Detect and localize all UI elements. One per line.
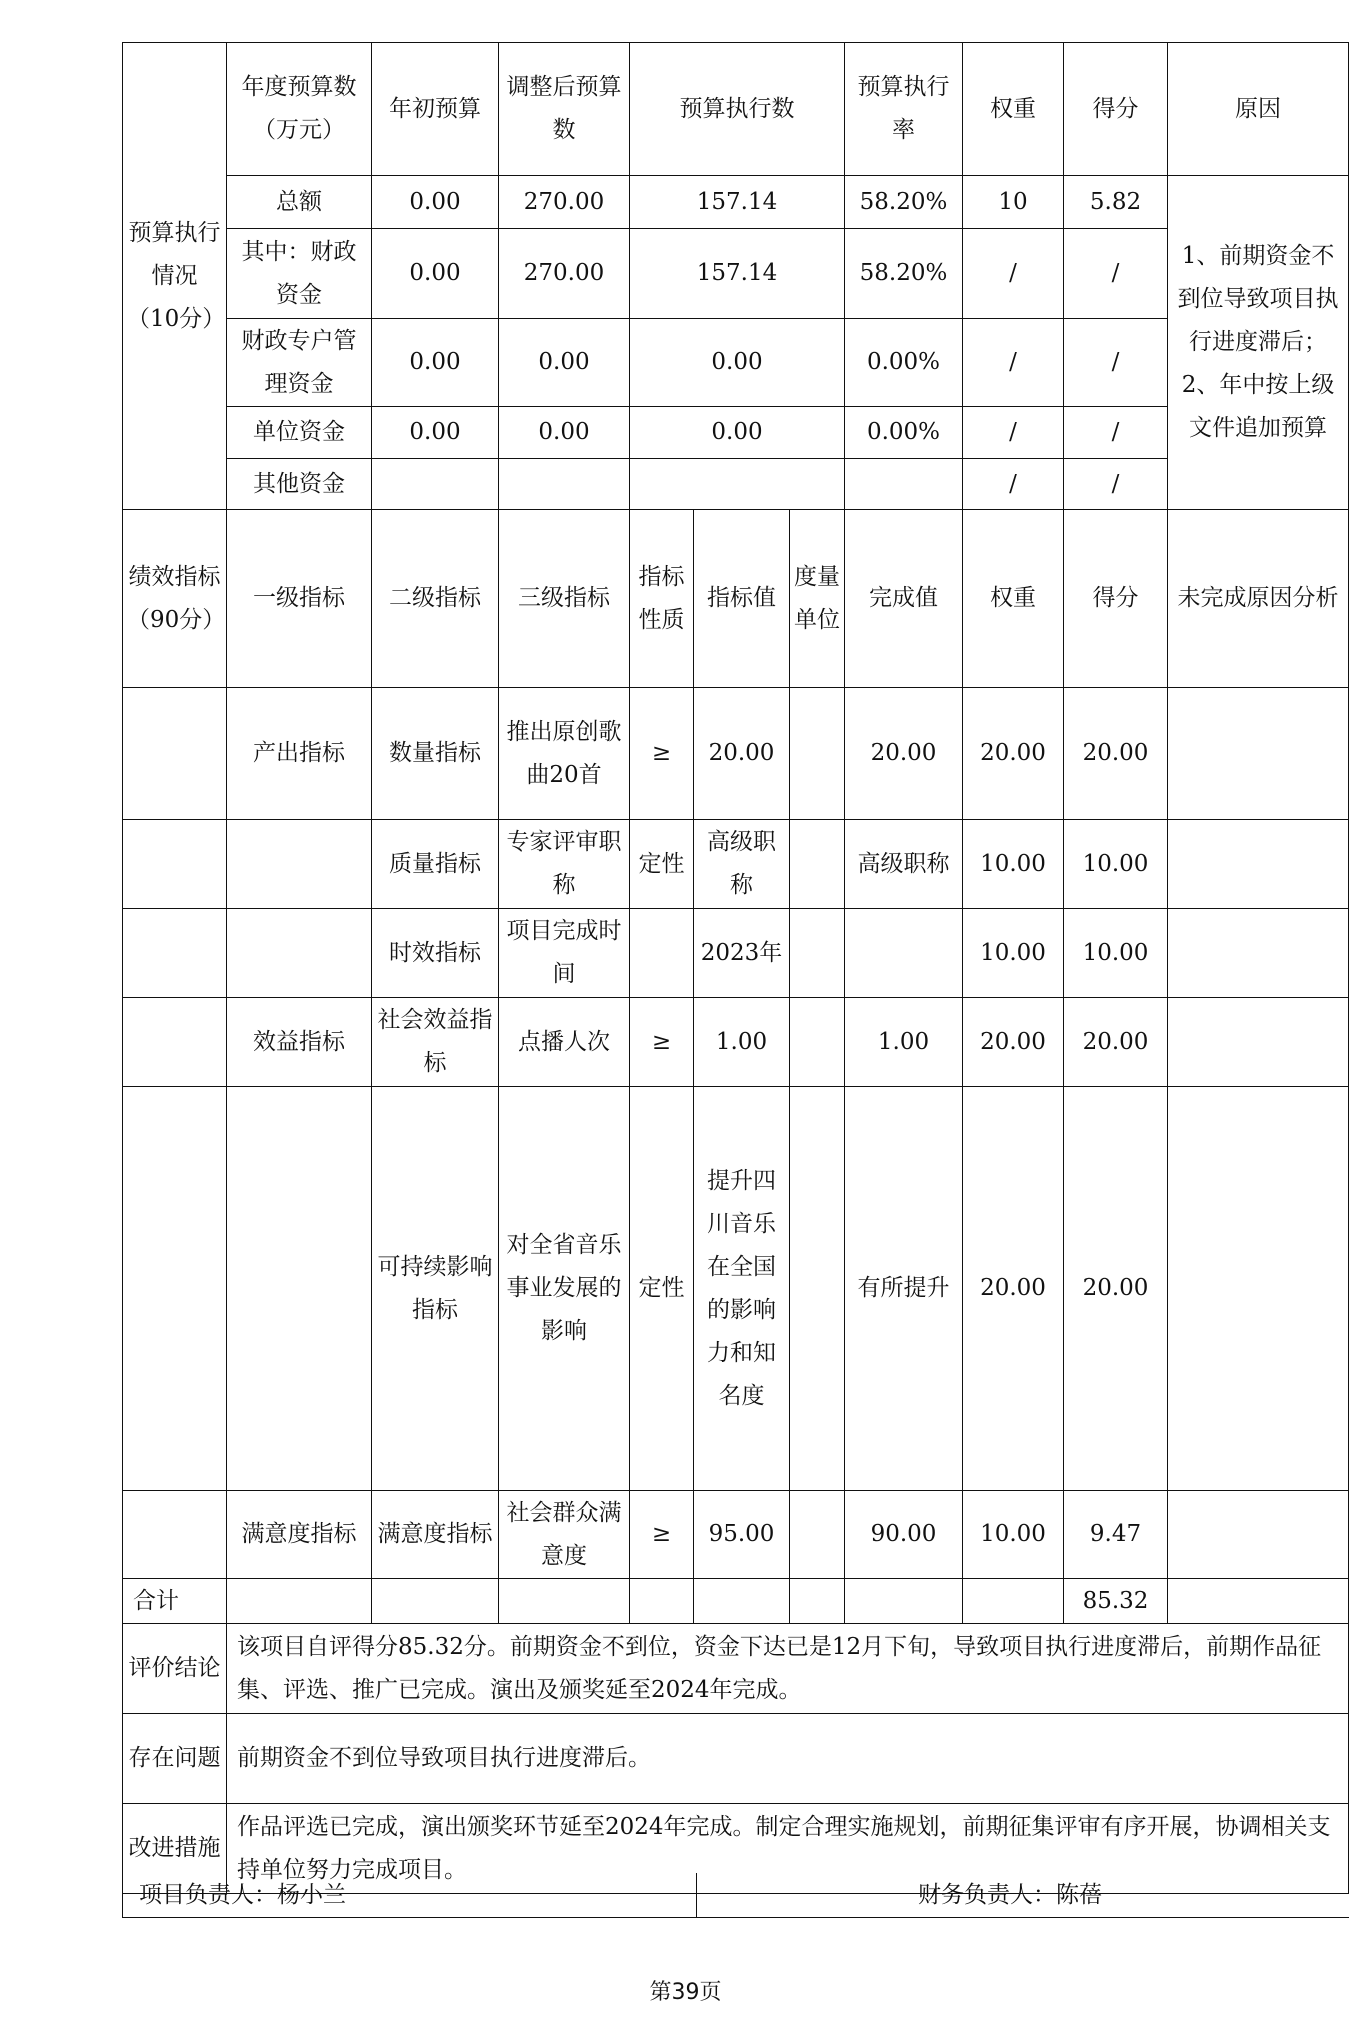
perf-nature — [630, 909, 694, 998]
perf-level3: 对全省音乐事业发展的影响 — [499, 1087, 630, 1491]
budget-row-name: 其他资金 — [227, 459, 372, 510]
perf-nature: 定性 — [630, 1087, 694, 1491]
performance-section-label: 绩效指标（90分） — [123, 510, 227, 688]
budget-row-initial: 0.00 — [372, 407, 499, 459]
total-row — [123, 1579, 1349, 1624]
perf-header-value: 指标值 — [694, 510, 790, 688]
table-row — [123, 1087, 1349, 1491]
perf-unit — [790, 688, 845, 820]
budget-header-initial: 年初预算 — [372, 43, 499, 176]
perf-value: 2023年 — [694, 909, 790, 998]
perf-analysis — [1168, 820, 1349, 909]
perf-level2: 满意度指标 — [372, 1491, 499, 1579]
perf-score: 20.00 — [1064, 998, 1168, 1087]
perf-header-actual: 完成值 — [845, 510, 963, 688]
perf-analysis — [1168, 909, 1349, 998]
budget-row-score: / — [1064, 229, 1168, 319]
budget-row-adjusted: 270.00 — [499, 229, 630, 319]
perf-level1: 满意度指标 — [227, 1491, 372, 1579]
conclusion-row — [123, 1624, 1349, 1714]
budget-row — [123, 176, 1349, 229]
table-row — [123, 820, 1349, 909]
budget-row-weight: / — [963, 407, 1064, 459]
budget-row-rate — [845, 459, 963, 510]
budget-row — [123, 407, 1349, 459]
table-row — [123, 998, 1349, 1087]
perf-score: 10.00 — [1064, 820, 1168, 909]
perf-level3: 社会群众满意度 — [499, 1491, 630, 1579]
budget-row-rate: 58.20% — [845, 229, 963, 319]
perf-level3: 推出原创歌曲20首 — [499, 688, 630, 820]
budget-reason: 1、前期资金不到位导致项目执行进度滞后；2、年中按上级文件追加预算 — [1168, 176, 1349, 510]
perf-level2: 数量指标 — [372, 688, 499, 820]
total-label: 合计 — [123, 1579, 227, 1624]
perf-weight: 20.00 — [963, 998, 1064, 1087]
budget-row-adjusted: 270.00 — [499, 176, 630, 229]
issues-text: 前期资金不到位导致项目执行进度滞后。 — [227, 1714, 1349, 1804]
performance-table — [122, 42, 1349, 1894]
perf-score: 20.00 — [1064, 688, 1168, 820]
budget-header-annual: 年度预算数（万元） — [227, 43, 372, 176]
budget-row-adjusted: 0.00 — [499, 319, 630, 407]
budget-header-reason: 原因 — [1168, 43, 1349, 176]
issues-label: 存在问题 — [123, 1714, 227, 1804]
budget-header-rate: 预算执行率 — [845, 43, 963, 176]
perf-score: 9.47 — [1064, 1491, 1168, 1579]
perf-level2: 可持续影响指标 — [372, 1087, 499, 1491]
perf-value: 1.00 — [694, 998, 790, 1087]
budget-row-score: / — [1064, 459, 1168, 510]
perf-level2: 质量指标 — [372, 820, 499, 909]
perf-analysis — [1168, 1087, 1349, 1491]
budget-row — [123, 229, 1349, 319]
budget-row-name: 财政专户管理资金 — [227, 319, 372, 407]
measures-label: 改进措施 — [123, 1804, 227, 1894]
perf-nature: ≥ — [630, 688, 694, 820]
perf-actual: 有所提升 — [845, 1087, 963, 1491]
table-row — [123, 688, 1349, 820]
budget-header-weight: 权重 — [963, 43, 1064, 176]
page-number: 第39页 — [649, 1980, 722, 2005]
perf-nature: 定性 — [630, 820, 694, 909]
budget-row-executed: 157.14 — [630, 229, 845, 319]
perf-score: 20.00 — [1064, 1087, 1168, 1491]
perf-header-level1: 一级指标 — [227, 510, 372, 688]
perf-weight: 10.00 — [963, 909, 1064, 998]
conclusion-text: 该项目自评得分85.32分。前期资金不到位，资金下达已是12月下旬，导致项目执行进度滞后，前期作品征集、评选、推广已完成。演出及颁奖延至2024年完成。 — [227, 1624, 1349, 1714]
perf-analysis — [1168, 1491, 1349, 1579]
perf-analysis — [1168, 688, 1349, 820]
perf-unit — [790, 820, 845, 909]
evaluation-sheet — [122, 42, 1348, 1894]
budget-row-weight: / — [963, 319, 1064, 407]
perf-unit — [790, 998, 845, 1087]
perf-weight: 10.00 — [963, 820, 1064, 909]
perf-level1 — [227, 820, 372, 909]
budget-row-score: / — [1064, 407, 1168, 459]
budget-header-row — [123, 43, 1349, 176]
table-row — [123, 1491, 1349, 1579]
budget-row-executed: 0.00 — [630, 407, 845, 459]
perf-header-unit: 度量单位 — [790, 510, 845, 688]
budget-row-weight: / — [963, 459, 1064, 510]
perf-level3: 专家评审职称 — [499, 820, 630, 909]
perf-score: 10.00 — [1064, 909, 1168, 998]
budget-row-score: / — [1064, 319, 1168, 407]
perf-header-level3: 三级指标 — [499, 510, 630, 688]
perf-level1: 产出指标 — [227, 688, 372, 820]
perf-value: 提升四川音乐在全国的影响力和知名度 — [694, 1087, 790, 1491]
perf-level1 — [227, 1087, 372, 1491]
budget-row-initial: 0.00 — [372, 176, 499, 229]
perf-level1 — [227, 909, 372, 998]
conclusion-label: 评价结论 — [123, 1624, 227, 1714]
perf-nature: ≥ — [630, 998, 694, 1087]
perf-level3: 项目完成时间 — [499, 909, 630, 998]
perf-actual: 20.00 — [845, 688, 963, 820]
perf-level2: 社会效益指标 — [372, 998, 499, 1087]
perf-header-nature: 指标性质 — [630, 510, 694, 688]
perf-level1: 效益指标 — [227, 998, 372, 1087]
table-row — [123, 909, 1349, 998]
budget-row-adjusted: 0.00 — [499, 407, 630, 459]
performance-header-row — [123, 510, 1349, 688]
perf-weight: 20.00 — [963, 688, 1064, 820]
perf-level3: 点播人次 — [499, 998, 630, 1087]
budget-row-name: 其中：财政资金 — [227, 229, 372, 319]
issues-row — [123, 1714, 1349, 1804]
perf-actual: 1.00 — [845, 998, 963, 1087]
perf-analysis — [1168, 998, 1349, 1087]
finance-lead: 财务负责人：陈蓓 — [918, 1882, 1102, 1908]
budget-row-executed: 157.14 — [630, 176, 845, 229]
perf-header-level2: 二级指标 — [372, 510, 499, 688]
budget-header-executed: 预算执行数 — [630, 43, 845, 176]
perf-value: 高级职称 — [694, 820, 790, 909]
budget-row-weight: 10 — [963, 176, 1064, 229]
perf-value: 20.00 — [694, 688, 790, 820]
perf-weight: 20.00 — [963, 1087, 1064, 1491]
budget-row-executed: 0.00 — [630, 319, 845, 407]
budget-section-label: 预算执行情况（10分） — [123, 43, 227, 510]
budget-row — [123, 459, 1349, 510]
budget-row-name: 单位资金 — [227, 407, 372, 459]
budget-header-adjusted: 调整后预算数 — [499, 43, 630, 176]
perf-header-weight: 权重 — [963, 510, 1064, 688]
budget-header-score: 得分 — [1064, 43, 1168, 176]
perf-unit — [790, 909, 845, 998]
budget-row-rate: 0.00% — [845, 319, 963, 407]
perf-value: 95.00 — [694, 1491, 790, 1579]
perf-actual — [845, 909, 963, 998]
budget-row-initial: 0.00 — [372, 319, 499, 407]
budget-row-score: 5.82 — [1064, 176, 1168, 229]
project-lead: 项目负责人：杨小兰 — [139, 1882, 346, 1908]
perf-actual: 高级职称 — [845, 820, 963, 909]
total-score: 85.32 — [1064, 1579, 1168, 1624]
budget-row-rate: 58.20% — [845, 176, 963, 229]
perf-header-score: 得分 — [1064, 510, 1168, 688]
perf-unit — [790, 1087, 845, 1491]
budget-row-weight: / — [963, 229, 1064, 319]
perf-weight: 10.00 — [963, 1491, 1064, 1579]
perf-header-analysis: 未完成原因分析 — [1168, 510, 1349, 688]
signature-divider — [696, 1873, 697, 1917]
budget-row-initial: 0.00 — [372, 229, 499, 319]
perf-actual: 90.00 — [845, 1491, 963, 1579]
budget-row — [123, 319, 1349, 407]
signature-row — [122, 1873, 1349, 1918]
perf-nature: ≥ — [630, 1491, 694, 1579]
budget-row-initial — [372, 459, 499, 510]
measures-text: 作品评选已完成，演出颁奖环节延至2024年完成。制定合理实施规划，前期征集评审有序开展，协调相关支持单位努力完成项目。 — [227, 1804, 1349, 1894]
perf-unit — [790, 1491, 845, 1579]
budget-row-adjusted — [499, 459, 630, 510]
budget-row-name: 总额 — [227, 176, 372, 229]
perf-level2: 时效指标 — [372, 909, 499, 998]
budget-row-rate: 0.00% — [845, 407, 963, 459]
budget-row-executed — [630, 459, 845, 510]
